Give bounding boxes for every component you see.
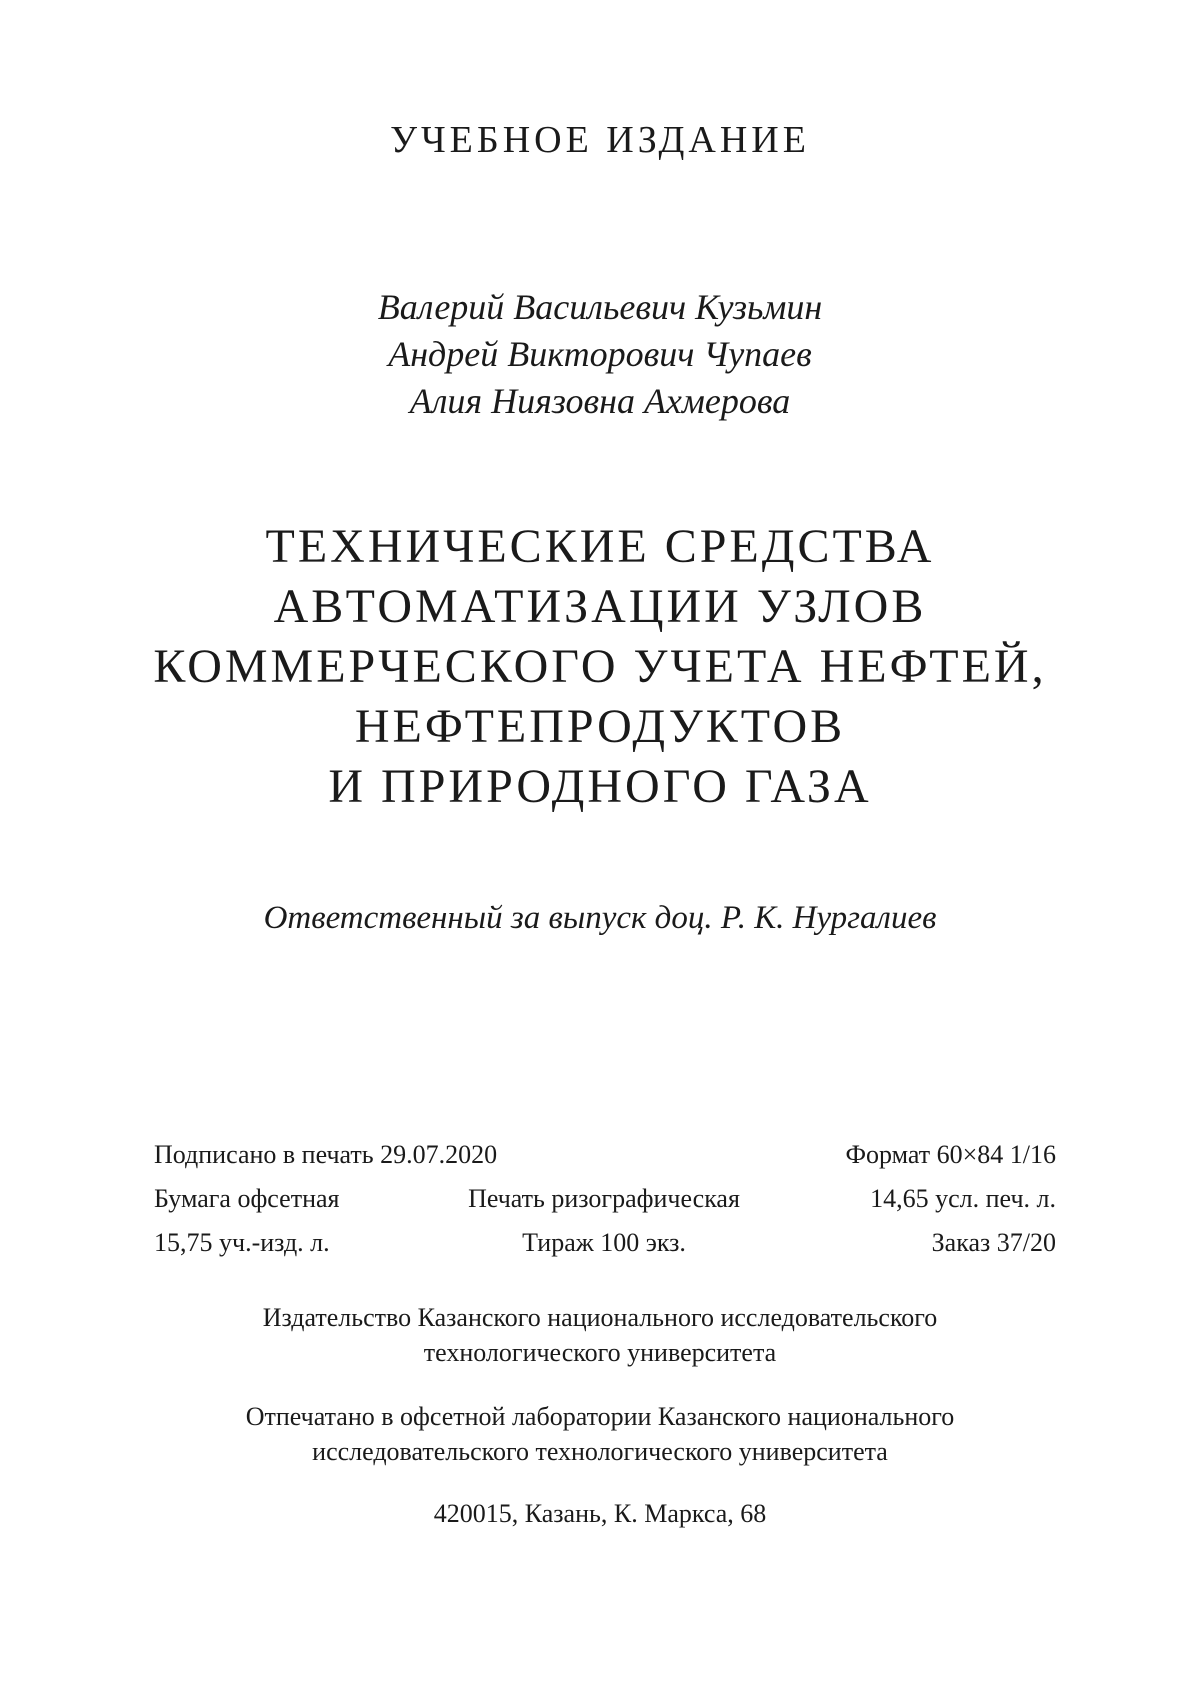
title-line: АВТОМАТИЗАЦИИ УЗЛОВ: [273, 580, 927, 633]
book-title: [0, 517, 1200, 817]
printing-type: Печать ризографическая: [468, 1184, 740, 1213]
author-name: Валерий Васильевич Кузьмин: [377, 287, 823, 327]
imprint-row: [154, 1140, 1056, 1184]
printed-at-info: [0, 1399, 1200, 1469]
title-line: И ПРИРОДНОГО ГАЗА: [328, 760, 872, 813]
order-number: Заказ 37/20: [931, 1228, 1056, 1257]
printed-at-line: исследовательского технологического университета: [312, 1437, 888, 1466]
printed-at-line: Отпечатано в офсетной лаборатории Казанского национального: [245, 1402, 955, 1431]
authors-block: [0, 284, 1200, 425]
circulation: Тираж 100 экз.: [522, 1228, 686, 1257]
imprint-block: [154, 1140, 1056, 1272]
print-sheets: 14,65 усл. печ. л.: [870, 1184, 1056, 1213]
imprint-row: [154, 1184, 1056, 1228]
paper-type: Бумага офсетная: [154, 1184, 340, 1213]
signed-date: Подписано в печать 29.07.2020: [154, 1140, 498, 1169]
edition-type: УЧЕБНОЕ ИЗДАНИЕ: [390, 119, 810, 161]
author-name: Андрей Викторович Чупаев: [388, 334, 812, 374]
publisher-info: [0, 1300, 1200, 1370]
title-line: НЕФТЕПРОДУКТОВ: [354, 700, 846, 753]
publication-sheets: 15,75 уч.-изд. л.: [154, 1228, 330, 1257]
responsible-editor: Ответственный за выпуск доц. Р. К. Нургалиев: [263, 900, 937, 936]
publisher-line: Издательство Казанского национального исследовательского: [262, 1303, 938, 1332]
title-line: КОММЕРЧЕСКОГО УЧЕТА НЕФТЕЙ,: [153, 640, 1047, 693]
imprint-row: [154, 1228, 1056, 1272]
author-name: Алия Ниязовна Ахмерова: [409, 381, 791, 421]
address: 420015, Казань, К. Маркса, 68: [433, 1499, 767, 1528]
format-info: Формат 60×84 1/16: [845, 1140, 1056, 1169]
title-line: ТЕХНИЧЕСКИЕ СРЕДСТВА: [265, 520, 935, 573]
publisher-line: технологического университета: [423, 1338, 777, 1367]
